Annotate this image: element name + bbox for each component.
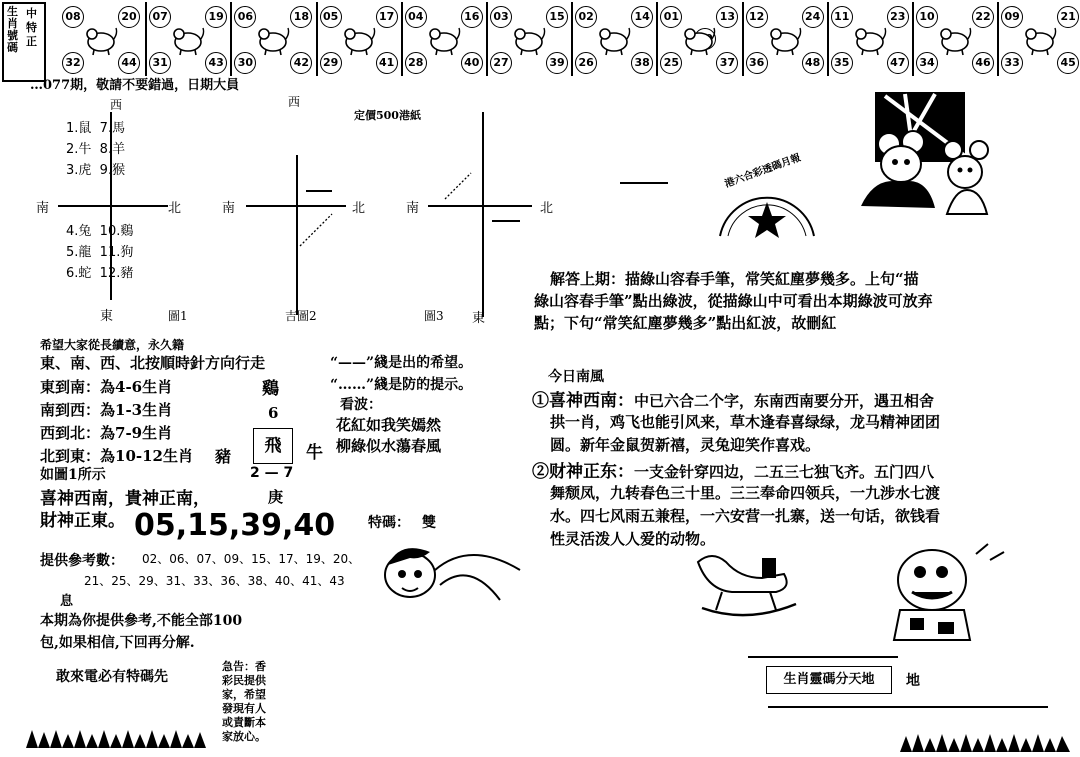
stamp-text: 港六合彩透碼月報 (723, 152, 803, 191)
zodiac-cell (827, 2, 912, 76)
zodiac-item: 4.兔 (66, 224, 92, 239)
price-label: 定價500港紙 (354, 109, 421, 122)
two-seven: 2 — 7 (250, 465, 294, 481)
fig2-south: 南 (222, 201, 236, 216)
zodiac-number: 26 (575, 52, 597, 74)
side-char: 肖 (7, 17, 18, 30)
zodiac-cell (486, 2, 571, 76)
zodiac-item: 5.龍 (66, 245, 92, 260)
zodiac-item: 9.猴 (99, 163, 126, 178)
zodiac-cell (912, 2, 997, 76)
zodiac-number: 32 (62, 52, 84, 74)
zodiac-item: 12.豬 (99, 266, 134, 281)
today-heading: 今日南風 (548, 369, 604, 385)
wave-decoration-right (900, 716, 1070, 752)
urgent-line: 家，希望 (222, 688, 266, 701)
zodiac-number: 09 (1001, 6, 1023, 28)
rule-list (40, 376, 193, 468)
fig3-vertical-line (482, 112, 484, 317)
legend-solid: “——”綫是出的希望。 (330, 355, 473, 371)
rule-pig: 豬 (215, 447, 232, 466)
zodiac-item: 10.鷄 (99, 224, 134, 239)
rule-chicken: 鷄 (262, 379, 279, 399)
compass-west: 西 (110, 98, 123, 112)
zodiac-number: 45 (1057, 52, 1079, 74)
item2-line-3: 水。四七风雨五兼程，一六安营一扎寨，送一句话，欲钱看 (550, 507, 941, 525)
zodiac-number: 28 (405, 52, 427, 74)
zodiac-number: 30 (234, 52, 256, 74)
side-char: 生 (7, 5, 18, 18)
big-numbers: 05,15,39,40 (134, 508, 336, 543)
rat-icon (84, 22, 118, 58)
zodiac-number: 06 (234, 6, 256, 28)
dragon-icon (427, 22, 461, 58)
pig-icon (1023, 22, 1057, 58)
compass-south: 南 (36, 201, 50, 216)
zodiac-item: 2.牛 (66, 142, 92, 157)
urgent-line: 急告：香 (222, 660, 266, 673)
zodiac-number: 12 (746, 6, 768, 28)
urgent-line: 發現有人 (222, 702, 266, 715)
fig2-solid-hint (306, 190, 332, 192)
fig3-south: 南 (406, 201, 420, 216)
item1-line-1 (532, 386, 934, 411)
zodiac-number: 14 (631, 6, 653, 28)
side-char: 中 (26, 7, 37, 20)
rule-six: 6 (268, 404, 279, 422)
zodiac-box-label: 生肖靈碼分天地 (766, 666, 892, 694)
box-tail-char: 地 (906, 673, 920, 689)
xi-char: 息 (60, 594, 74, 609)
zodiac-number: 38 (631, 52, 653, 74)
zodiac-item: 11.狗 (99, 245, 134, 260)
zodiac-number: 31 (149, 52, 171, 74)
answer-line-2: 綠山容春手筆”點出綠波，從描綠山中可看出本期綠波可放弃 (534, 292, 933, 310)
zodiac-cell (571, 2, 656, 76)
ref-numbers-line-2: 21、25、29、31、33、36、38、40、41、43 (84, 574, 345, 588)
item2-line-4: 性灵活泼人人爱的动物。 (550, 530, 716, 548)
zodiac-number: 23 (887, 6, 909, 28)
snake-icon (512, 22, 546, 58)
zodiac-number: 22 (972, 6, 994, 28)
rule-item: 西到北：為7-9生肖 (40, 424, 173, 442)
rabbit-icon (342, 22, 376, 58)
zodiac-number: 13 (716, 6, 738, 28)
gods-line-1: 喜神西南，貴神正南， (40, 489, 210, 509)
item2-title: ②财神正东： (532, 462, 634, 482)
side-char: 正 (26, 35, 37, 48)
zodiac-number: 21 (1057, 6, 1079, 28)
item2-text: 一支金针穿四边，二五三七独飞齐。五门四八 (634, 463, 935, 481)
zodiac-number: 43 (205, 52, 227, 74)
compass-east: 東 (100, 309, 114, 324)
zodiac-cell (316, 2, 401, 76)
zodiac-number: 47 (887, 52, 909, 74)
zodiac-number: 25 (660, 52, 682, 74)
side-char: 特 (26, 21, 37, 34)
zodiac-number: 29 (320, 52, 342, 74)
compass-horizontal-line (58, 205, 168, 207)
item2-line-2: 舞颓凤，九转春色三十里。三三奉命四领兵，一九涉水七渡 (550, 484, 941, 502)
ox-icon (171, 22, 205, 58)
item1-title: ①喜神西南： (532, 391, 634, 411)
goat-icon (682, 22, 716, 58)
dog-icon (938, 22, 972, 58)
zodiac-item: 6.蛇 (66, 266, 92, 281)
zodiac-cell (742, 2, 827, 76)
rocking-horse-icon (692, 548, 802, 618)
urgent-line: 家放心。 (222, 730, 266, 743)
tiger-icon (256, 22, 290, 58)
poem-line-2: 柳綠似水蕩春風 (336, 437, 442, 455)
zodiac-number: 42 (290, 52, 312, 74)
zodiac-number: 02 (575, 6, 597, 28)
rule-item: 南到西：為1-3生肖 (40, 401, 173, 419)
fig3-solid-hint (492, 220, 520, 222)
zodiac-list-upper (66, 118, 125, 181)
item1-line-2: 拱一肖，鸡飞也能引风来，草木逢春喜绿绿，龙马精神团团 (550, 413, 941, 431)
fig2-west: 西 (288, 95, 301, 109)
wave-decoration-left (26, 712, 206, 748)
zodiac-item: 3.虎 (66, 163, 92, 178)
wish-line: 希望大家從長續意，永久籍 (40, 338, 185, 352)
zodiac-cell (230, 2, 315, 76)
zodiac-list-lower (66, 221, 133, 284)
zodiac-number: 36 (746, 52, 768, 74)
urgent-notice (222, 660, 288, 744)
side-char: 碼 (7, 41, 18, 54)
ref-label: 提供參考數： (40, 553, 124, 569)
zodiac-number: 18 (290, 6, 312, 28)
item1-text: 中已六合二个字，东南西南要分开，遇丑相舍 (634, 392, 935, 410)
zodiac-item: 8.羊 (99, 142, 126, 157)
zodiac-number: 07 (149, 6, 171, 28)
zodiac-number-bar (0, 0, 1080, 80)
ref-numbers-line-1: 02、06、07、09、15、17、19、20、 (142, 552, 361, 566)
fig2-horizontal-line (246, 205, 346, 207)
notice-line-2: 包,如果相信,下回再分解. (40, 635, 195, 651)
zodiac-number: 15 (546, 6, 568, 28)
answer-line-1: 解答上期：描綠山容春手筆，常笑紅塵夢幾多。上句“描 (550, 270, 919, 288)
zodiac-cell (145, 2, 230, 76)
zodiac-cells (60, 0, 1080, 80)
zodiac-number: 20 (118, 6, 140, 28)
side-char: 號 (7, 29, 18, 42)
zodiac-cell (656, 2, 741, 76)
mice-mascot-icon (855, 86, 995, 226)
cut-header: …077期，敬請不要錯過，日期大員 (30, 78, 240, 93)
zodiac-number: 16 (461, 6, 483, 28)
zodiac-number: 08 (62, 6, 84, 28)
item2-line-1 (532, 457, 934, 482)
fig3-dotted-line (442, 170, 474, 202)
notice-line-1: 本期為你提供參考,不能全部100 (40, 613, 243, 629)
zodiac-number: 41 (376, 52, 398, 74)
zodiac-number: 48 (802, 52, 824, 74)
fig3-north: 北 (540, 201, 554, 216)
item1-line-3: 圆。新年金鼠贺新禧，灵兔迎笑作喜戏。 (550, 436, 821, 454)
fly-box: 飛 (253, 428, 293, 464)
zodiac-number: 10 (916, 6, 938, 28)
figure-2-caption: 吉圖2 (285, 309, 317, 323)
zodiac-item: 7.馬 (99, 121, 126, 136)
boy-mascot-icon (380, 530, 525, 605)
zodiac-number: 34 (916, 52, 938, 74)
zodiac-number: 19 (205, 6, 227, 28)
zodiac-item: 1.鼠 (66, 121, 92, 136)
geng-char: 庚 (268, 488, 284, 506)
answer-line-3: 點；下句“常笑紅塵夢幾多”點出紅波，故刪紅 (534, 314, 837, 332)
zodiac-number: 04 (405, 6, 427, 28)
phone-line: 敢來電必有特碼先 (56, 669, 168, 685)
zodiac-number: 44 (118, 52, 140, 74)
legend-dotted: “……”綫是防的提示。 (330, 377, 473, 393)
zodiac-number: 27 (490, 52, 512, 74)
tema-label: 特碼： (368, 515, 410, 531)
pig-mascot-icon (880, 540, 1010, 650)
zodiac-number: 11 (831, 6, 853, 28)
figure-3-caption: 圖3 (424, 309, 444, 323)
fig2-north: 北 (352, 201, 366, 216)
zodiac-number: 37 (716, 52, 738, 74)
rule-title: 東、南、西、北按順時針方向行走 (40, 354, 266, 372)
poem-line-1: 花紅如我笑嫣然 (336, 416, 442, 434)
zodiac-number: 33 (1001, 52, 1023, 74)
niu-char: 牛 (306, 443, 323, 463)
urgent-line: 彩民提供 (222, 674, 266, 687)
zodiac-cell (401, 2, 486, 76)
rule-item: 北到東：為10-12生肖 (40, 447, 193, 465)
right-bottom-rule (768, 706, 1048, 708)
side-label-box (2, 2, 46, 82)
zodiac-number: 03 (490, 6, 512, 28)
compass-north: 北 (168, 201, 182, 216)
zodiac-number: 17 (376, 6, 398, 28)
monkey-icon (768, 22, 802, 58)
horse-icon (597, 22, 631, 58)
gods-line-2: 財神正東。 (40, 511, 125, 531)
rule-item: 東到南：為4-6生肖 (40, 378, 173, 396)
right-dash (620, 182, 668, 184)
zodiac-number: 46 (972, 52, 994, 74)
zodiac-number: 40 (461, 52, 483, 74)
zodiac-number: 01 (660, 6, 682, 28)
kanbo-label: 看波： (340, 397, 382, 413)
right-bottom-line (748, 656, 898, 658)
fig3-horizontal-line (428, 205, 532, 207)
zodiac-number: 35 (831, 52, 853, 74)
figure-note: 如圖1所示 (40, 467, 106, 483)
zodiac-cell (997, 2, 1080, 76)
zodiac-number: 05 (320, 6, 342, 28)
urgent-line: 或責斷本 (222, 716, 266, 729)
zodiac-number: 24 (802, 6, 824, 28)
fig2-dotted-line (296, 210, 336, 250)
zodiac-number: 39 (546, 52, 568, 74)
fig3-east: 東 (472, 311, 486, 326)
tema-value: 雙 (422, 515, 436, 531)
rooster-icon (853, 22, 887, 58)
figure-1-caption: 圖1 (168, 309, 188, 323)
zodiac-cell (60, 2, 143, 76)
